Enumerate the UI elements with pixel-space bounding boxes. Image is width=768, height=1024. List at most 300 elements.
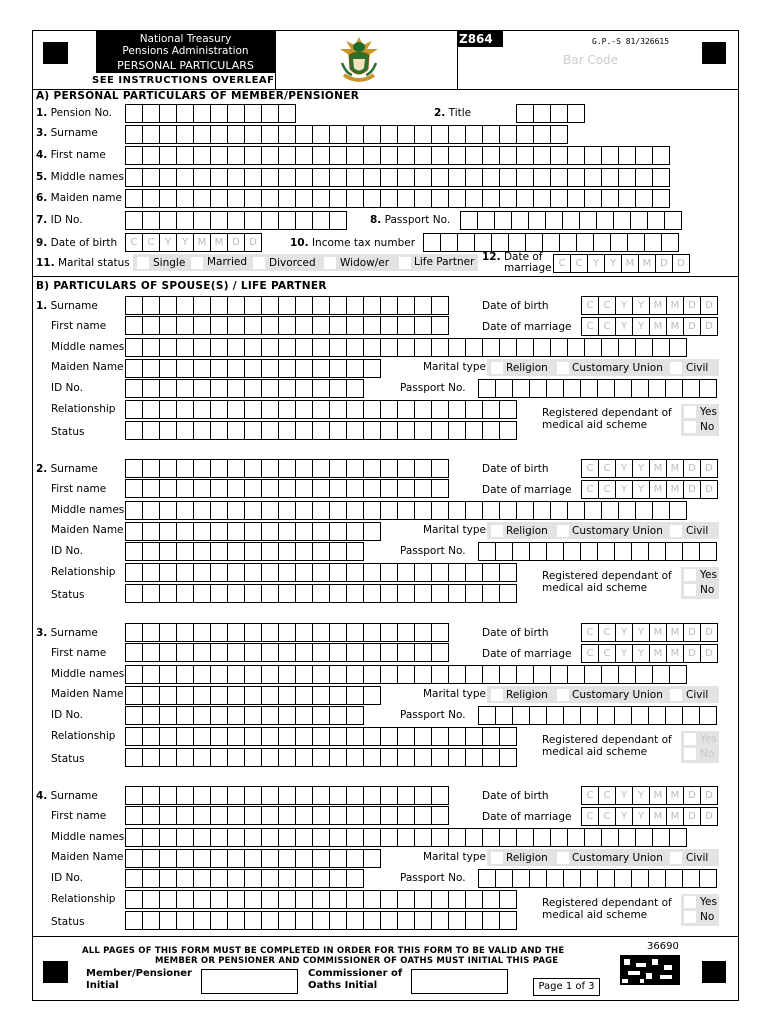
character-cell[interactable] <box>665 542 683 561</box>
date-digit-cell[interactable]: Y <box>632 296 650 315</box>
character-cell[interactable] <box>312 338 330 357</box>
character-cell[interactable] <box>125 400 143 419</box>
character-cell[interactable] <box>346 359 364 378</box>
character-cell[interactable] <box>431 338 449 357</box>
character-cell[interactable] <box>193 421 211 440</box>
character-cell[interactable] <box>176 806 194 825</box>
spouse-2-relationship-input[interactable] <box>125 563 516 582</box>
character-cell[interactable] <box>312 623 330 642</box>
spouse-4-civil-checkbox[interactable] <box>669 851 683 865</box>
date-digit-cell[interactable]: C <box>598 480 616 499</box>
character-cell[interactable] <box>159 316 177 335</box>
character-cell[interactable] <box>346 542 364 561</box>
character-cell[interactable] <box>546 706 564 725</box>
character-cell[interactable] <box>669 501 687 520</box>
character-cell[interactable] <box>631 379 649 398</box>
spouse-2-customary-union-checkbox[interactable] <box>556 524 570 538</box>
spouse-4-first-name-input[interactable] <box>125 806 448 825</box>
character-cell[interactable] <box>346 400 364 419</box>
character-cell[interactable] <box>414 828 432 847</box>
character-cell[interactable] <box>567 189 585 208</box>
date-digit-cell[interactable]: Y <box>632 644 650 663</box>
character-cell[interactable] <box>516 665 534 684</box>
character-cell[interactable] <box>312 727 330 746</box>
passport-input[interactable] <box>460 211 681 230</box>
character-cell[interactable] <box>244 359 262 378</box>
character-cell[interactable] <box>227 501 245 520</box>
character-cell[interactable] <box>193 828 211 847</box>
character-cell[interactable] <box>159 748 177 767</box>
character-cell[interactable] <box>482 338 500 357</box>
character-cell[interactable] <box>648 542 666 561</box>
character-cell[interactable] <box>193 359 211 378</box>
character-cell[interactable] <box>448 168 466 187</box>
character-cell[interactable] <box>516 146 534 165</box>
character-cell[interactable] <box>159 211 177 230</box>
date-digit-cell[interactable]: D <box>700 644 718 663</box>
character-cell[interactable] <box>244 643 262 662</box>
date-digit-cell[interactable]: D <box>683 786 701 805</box>
character-cell[interactable] <box>227 869 245 888</box>
character-cell[interactable] <box>142 806 160 825</box>
character-cell[interactable] <box>563 869 581 888</box>
character-cell[interactable] <box>278 563 296 582</box>
character-cell[interactable] <box>261 828 279 847</box>
spouse-1-maiden-name-input[interactable] <box>125 359 380 378</box>
spouse-1-yes-checkbox[interactable] <box>683 405 697 419</box>
character-cell[interactable] <box>244 146 262 165</box>
date-digit-cell[interactable]: D <box>683 296 701 315</box>
character-cell[interactable] <box>512 706 530 725</box>
single-checkbox[interactable] <box>136 256 150 270</box>
character-cell[interactable] <box>597 706 615 725</box>
character-cell[interactable] <box>142 359 160 378</box>
character-cell[interactable] <box>465 665 483 684</box>
character-cell[interactable] <box>380 189 398 208</box>
character-cell[interactable] <box>550 189 568 208</box>
character-cell[interactable] <box>244 189 262 208</box>
character-cell[interactable] <box>193 849 211 868</box>
character-cell[interactable] <box>630 211 648 230</box>
character-cell[interactable] <box>244 316 262 335</box>
commissioner-initial-input[interactable] <box>411 969 508 994</box>
character-cell[interactable] <box>295 748 313 767</box>
date-digit-cell[interactable]: C <box>125 233 143 252</box>
character-cell[interactable] <box>380 665 398 684</box>
life-partner-checkbox[interactable] <box>398 256 412 270</box>
character-cell[interactable] <box>431 890 449 909</box>
character-cell[interactable] <box>210 359 228 378</box>
character-cell[interactable] <box>363 296 381 315</box>
character-cell[interactable] <box>363 727 381 746</box>
character-cell[interactable] <box>295 727 313 746</box>
spouse-2-status-input[interactable] <box>125 584 516 603</box>
spouse-1-id-no-input[interactable] <box>125 379 363 398</box>
character-cell[interactable] <box>210 379 228 398</box>
character-cell[interactable] <box>142 706 160 725</box>
character-cell[interactable] <box>329 359 347 378</box>
character-cell[interactable] <box>142 168 160 187</box>
character-cell[interactable] <box>563 706 581 725</box>
character-cell[interactable] <box>380 400 398 419</box>
id-no-input[interactable] <box>125 211 346 230</box>
spouse-2-yes-checkbox[interactable] <box>683 568 697 582</box>
character-cell[interactable] <box>397 643 415 662</box>
character-cell[interactable] <box>601 189 619 208</box>
character-cell[interactable] <box>346 501 364 520</box>
character-cell[interactable] <box>533 146 551 165</box>
character-cell[interactable] <box>210 849 228 868</box>
character-cell[interactable] <box>295 459 313 478</box>
character-cell[interactable] <box>193 890 211 909</box>
character-cell[interactable] <box>125 748 143 767</box>
character-cell[interactable] <box>227 828 245 847</box>
date-digit-cell[interactable]: D <box>700 296 718 315</box>
character-cell[interactable] <box>465 748 483 767</box>
character-cell[interactable] <box>482 665 500 684</box>
character-cell[interactable] <box>669 828 687 847</box>
date-digit-cell[interactable]: M <box>649 807 667 826</box>
date-digit-cell[interactable]: C <box>581 317 599 336</box>
character-cell[interactable] <box>635 828 653 847</box>
character-cell[interactable] <box>363 522 381 541</box>
date-digit-cell[interactable]: M <box>193 233 211 252</box>
character-cell[interactable] <box>244 211 262 230</box>
character-cell[interactable] <box>210 563 228 582</box>
spouse-2-id-no-input[interactable] <box>125 542 363 561</box>
character-cell[interactable] <box>210 665 228 684</box>
spouse-4-passport-input[interactable] <box>478 869 716 888</box>
date-digit-cell[interactable]: Y <box>587 254 605 273</box>
character-cell[interactable] <box>244 421 262 440</box>
character-cell[interactable] <box>499 748 517 767</box>
character-cell[interactable] <box>312 869 330 888</box>
character-cell[interactable] <box>584 665 602 684</box>
date-digit-cell[interactable]: M <box>649 623 667 642</box>
character-cell[interactable] <box>584 828 602 847</box>
character-cell[interactable] <box>193 727 211 746</box>
character-cell[interactable] <box>312 665 330 684</box>
character-cell[interactable] <box>210 748 228 767</box>
character-cell[interactable] <box>499 125 517 144</box>
character-cell[interactable] <box>244 890 262 909</box>
date-digit-cell[interactable]: Y <box>615 644 633 663</box>
character-cell[interactable] <box>125 806 143 825</box>
character-cell[interactable] <box>125 869 143 888</box>
character-cell[interactable] <box>397 890 415 909</box>
date-digit-cell[interactable]: Y <box>632 317 650 336</box>
character-cell[interactable] <box>261 125 279 144</box>
character-cell[interactable] <box>142 316 160 335</box>
character-cell[interactable] <box>465 168 483 187</box>
character-cell[interactable] <box>261 727 279 746</box>
character-cell[interactable] <box>210 400 228 419</box>
character-cell[interactable] <box>278 890 296 909</box>
date-digit-cell[interactable]: M <box>649 296 667 315</box>
character-cell[interactable] <box>210 189 228 208</box>
character-cell[interactable] <box>380 501 398 520</box>
character-cell[interactable] <box>533 501 551 520</box>
character-cell[interactable] <box>176 828 194 847</box>
character-cell[interactable] <box>159 542 177 561</box>
character-cell[interactable] <box>397 459 415 478</box>
character-cell[interactable] <box>495 869 513 888</box>
character-cell[interactable] <box>363 125 381 144</box>
character-cell[interactable] <box>329 211 347 230</box>
character-cell[interactable] <box>278 786 296 805</box>
character-cell[interactable] <box>193 379 211 398</box>
character-cell[interactable] <box>329 643 347 662</box>
character-cell[interactable] <box>614 379 632 398</box>
character-cell[interactable] <box>159 168 177 187</box>
character-cell[interactable] <box>329 849 347 868</box>
character-cell[interactable] <box>482 563 500 582</box>
date-digit-cell[interactable]: D <box>700 317 718 336</box>
date-digit-cell[interactable]: C <box>142 233 160 252</box>
character-cell[interactable] <box>295 623 313 642</box>
character-cell[interactable] <box>125 686 143 705</box>
character-cell[interactable] <box>563 542 581 561</box>
character-cell[interactable] <box>227 104 245 123</box>
character-cell[interactable] <box>312 421 330 440</box>
character-cell[interactable] <box>142 211 160 230</box>
character-cell[interactable] <box>380 168 398 187</box>
spouse-3-civil-checkbox[interactable] <box>669 688 683 702</box>
date-digit-cell[interactable]: M <box>666 623 684 642</box>
character-cell[interactable] <box>210 706 228 725</box>
character-cell[interactable] <box>550 665 568 684</box>
character-cell[interactable] <box>414 501 432 520</box>
character-cell[interactable] <box>512 542 530 561</box>
character-cell[interactable] <box>159 501 177 520</box>
character-cell[interactable] <box>559 233 577 252</box>
character-cell[interactable] <box>414 890 432 909</box>
character-cell[interactable] <box>346 146 364 165</box>
character-cell[interactable] <box>312 359 330 378</box>
character-cell[interactable] <box>631 706 649 725</box>
character-cell[interactable] <box>176 459 194 478</box>
character-cell[interactable] <box>346 125 364 144</box>
character-cell[interactable] <box>193 522 211 541</box>
character-cell[interactable] <box>159 296 177 315</box>
character-cell[interactable] <box>397 501 415 520</box>
character-cell[interactable] <box>431 623 449 642</box>
character-cell[interactable] <box>618 501 636 520</box>
character-cell[interactable] <box>431 584 449 603</box>
character-cell[interactable] <box>380 296 398 315</box>
character-cell[interactable] <box>499 911 517 930</box>
character-cell[interactable] <box>397 828 415 847</box>
character-cell[interactable] <box>278 168 296 187</box>
character-cell[interactable] <box>397 146 415 165</box>
character-cell[interactable] <box>397 727 415 746</box>
character-cell[interactable] <box>159 421 177 440</box>
character-cell[interactable] <box>295 296 313 315</box>
character-cell[interactable] <box>644 233 662 252</box>
character-cell[interactable] <box>244 869 262 888</box>
character-cell[interactable] <box>380 146 398 165</box>
character-cell[interactable] <box>380 479 398 498</box>
married-checkbox[interactable] <box>190 256 204 270</box>
character-cell[interactable] <box>261 686 279 705</box>
character-cell[interactable] <box>176 911 194 930</box>
character-cell[interactable] <box>652 338 670 357</box>
character-cell[interactable] <box>431 727 449 746</box>
character-cell[interactable] <box>397 665 415 684</box>
character-cell[interactable] <box>346 727 364 746</box>
character-cell[interactable] <box>193 686 211 705</box>
character-cell[interactable] <box>278 665 296 684</box>
character-cell[interactable] <box>499 727 517 746</box>
character-cell[interactable] <box>482 189 500 208</box>
character-cell[interactable] <box>227 338 245 357</box>
spouse-1-relationship-input[interactable] <box>125 400 516 419</box>
character-cell[interactable] <box>193 459 211 478</box>
character-cell[interactable] <box>601 501 619 520</box>
character-cell[interactable] <box>312 501 330 520</box>
spouse-1-passport-input[interactable] <box>478 379 716 398</box>
character-cell[interactable] <box>346 522 364 541</box>
character-cell[interactable] <box>346 643 364 662</box>
character-cell[interactable] <box>227 359 245 378</box>
character-cell[interactable] <box>244 125 262 144</box>
character-cell[interactable] <box>142 584 160 603</box>
spouse-3-relationship-input[interactable] <box>125 727 516 746</box>
character-cell[interactable] <box>431 421 449 440</box>
character-cell[interactable] <box>125 542 143 561</box>
character-cell[interactable] <box>176 890 194 909</box>
character-cell[interactable] <box>482 748 500 767</box>
character-cell[interactable] <box>261 189 279 208</box>
character-cell[interactable] <box>448 584 466 603</box>
character-cell[interactable] <box>329 786 347 805</box>
character-cell[interactable] <box>329 806 347 825</box>
character-cell[interactable] <box>584 146 602 165</box>
date-digit-cell[interactable]: C <box>598 807 616 826</box>
spouse-2-first-name-input[interactable] <box>125 479 448 498</box>
character-cell[interactable] <box>244 104 262 123</box>
character-cell[interactable] <box>295 501 313 520</box>
character-cell[interactable] <box>261 459 279 478</box>
character-cell[interactable] <box>482 727 500 746</box>
character-cell[interactable] <box>329 479 347 498</box>
character-cell[interactable] <box>261 168 279 187</box>
character-cell[interactable] <box>465 400 483 419</box>
date-digit-cell[interactable]: D <box>683 317 701 336</box>
character-cell[interactable] <box>380 911 398 930</box>
character-cell[interactable] <box>278 806 296 825</box>
character-cell[interactable] <box>665 706 683 725</box>
character-cell[interactable] <box>244 706 262 725</box>
character-cell[interactable] <box>516 189 534 208</box>
character-cell[interactable] <box>465 727 483 746</box>
character-cell[interactable] <box>142 849 160 868</box>
character-cell[interactable] <box>142 686 160 705</box>
character-cell[interactable] <box>142 338 160 357</box>
character-cell[interactable] <box>682 379 700 398</box>
character-cell[interactable] <box>227 849 245 868</box>
character-cell[interactable] <box>414 806 432 825</box>
character-cell[interactable] <box>210 338 228 357</box>
character-cell[interactable] <box>210 542 228 561</box>
character-cell[interactable] <box>159 459 177 478</box>
character-cell[interactable] <box>210 686 228 705</box>
character-cell[interactable] <box>159 890 177 909</box>
character-cell[interactable] <box>210 890 228 909</box>
character-cell[interactable] <box>346 748 364 767</box>
character-cell[interactable] <box>278 584 296 603</box>
spouse-3-no-checkbox[interactable] <box>683 747 697 761</box>
character-cell[interactable] <box>261 806 279 825</box>
character-cell[interactable] <box>533 125 551 144</box>
character-cell[interactable] <box>618 338 636 357</box>
character-cell[interactable] <box>193 665 211 684</box>
character-cell[interactable] <box>380 890 398 909</box>
character-cell[interactable] <box>295 316 313 335</box>
character-cell[interactable] <box>414 459 432 478</box>
character-cell[interactable] <box>176 338 194 357</box>
character-cell[interactable] <box>261 869 279 888</box>
character-cell[interactable] <box>329 584 347 603</box>
character-cell[interactable] <box>482 125 500 144</box>
character-cell[interactable] <box>495 706 513 725</box>
character-cell[interactable] <box>261 359 279 378</box>
character-cell[interactable] <box>546 379 564 398</box>
date-digit-cell[interactable]: M <box>666 317 684 336</box>
character-cell[interactable] <box>380 828 398 847</box>
character-cell[interactable] <box>125 501 143 520</box>
character-cell[interactable] <box>312 584 330 603</box>
spouse-2-surname-input[interactable] <box>125 459 448 478</box>
character-cell[interactable] <box>227 748 245 767</box>
character-cell[interactable] <box>482 400 500 419</box>
character-cell[interactable] <box>431 643 449 662</box>
character-cell[interactable] <box>652 665 670 684</box>
character-cell[interactable] <box>244 623 262 642</box>
spouse-2-passport-input[interactable] <box>478 542 716 561</box>
character-cell[interactable] <box>125 296 143 315</box>
character-cell[interactable] <box>533 104 551 123</box>
date-digit-cell[interactable]: M <box>621 254 639 273</box>
character-cell[interactable] <box>142 400 160 419</box>
character-cell[interactable] <box>227 686 245 705</box>
character-cell[interactable] <box>614 706 632 725</box>
character-cell[interactable] <box>380 748 398 767</box>
character-cell[interactable] <box>363 168 381 187</box>
spouse-1-status-input[interactable] <box>125 421 516 440</box>
character-cell[interactable] <box>613 211 631 230</box>
character-cell[interactable] <box>159 379 177 398</box>
character-cell[interactable] <box>142 828 160 847</box>
character-cell[interactable] <box>159 665 177 684</box>
character-cell[interactable] <box>414 479 432 498</box>
character-cell[interactable] <box>210 522 228 541</box>
character-cell[interactable] <box>584 189 602 208</box>
spouse-1-civil-checkbox[interactable] <box>669 361 683 375</box>
character-cell[interactable] <box>261 786 279 805</box>
character-cell[interactable] <box>516 168 534 187</box>
character-cell[interactable] <box>346 623 364 642</box>
character-cell[interactable] <box>227 911 245 930</box>
character-cell[interactable] <box>363 828 381 847</box>
character-cell[interactable] <box>278 542 296 561</box>
character-cell[interactable] <box>482 584 500 603</box>
character-cell[interactable] <box>210 316 228 335</box>
character-cell[interactable] <box>431 748 449 767</box>
character-cell[interactable] <box>278 189 296 208</box>
character-cell[interactable] <box>682 706 700 725</box>
character-cell[interactable] <box>244 542 262 561</box>
